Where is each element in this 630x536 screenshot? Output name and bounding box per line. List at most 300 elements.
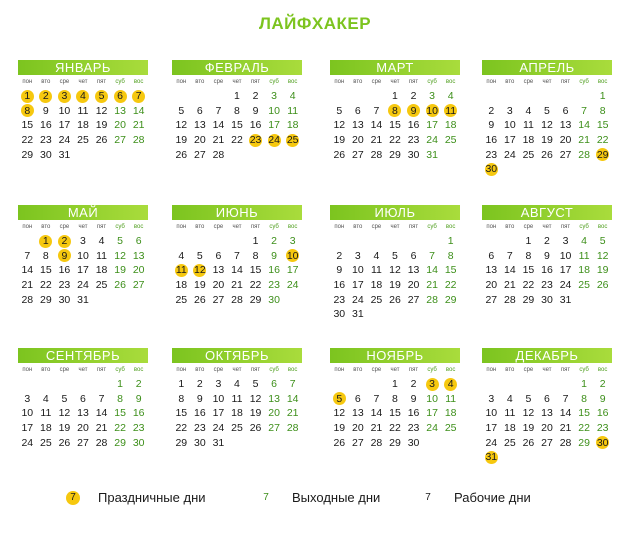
weekday-label: пон xyxy=(22,79,33,85)
day-cell: 22 xyxy=(249,279,262,292)
day-cell: 28 xyxy=(504,293,516,306)
day-cell: 8 xyxy=(18,104,37,119)
day-cell: 16 xyxy=(333,279,346,292)
day-cell: 10 xyxy=(426,392,438,405)
days-grid xyxy=(18,234,148,307)
day-cell: 11 xyxy=(96,249,107,262)
weekday-label: пон xyxy=(176,224,187,230)
day-cell: 22 xyxy=(175,422,188,435)
day-cell: 13 xyxy=(352,407,364,420)
day-cell: 8 xyxy=(117,392,124,405)
days-grid xyxy=(482,89,612,177)
day-cell: 25 xyxy=(444,422,457,435)
weekday-label: чет xyxy=(542,367,552,373)
day-cell: 13 xyxy=(485,264,498,277)
day-cell: 13 xyxy=(114,104,126,117)
day-cell: 18 xyxy=(77,119,89,132)
day-cell: 21 xyxy=(559,422,572,435)
day-cell: 19 xyxy=(175,134,188,147)
weekday-label: вос xyxy=(445,367,456,373)
weekday-label: пон xyxy=(334,224,345,230)
day-cell: 21 xyxy=(231,279,243,292)
weekday-label: пят xyxy=(96,224,107,230)
day-cell: 7 xyxy=(373,392,380,405)
day-cell: 31 xyxy=(212,436,225,449)
day-cell: 5 xyxy=(117,235,124,248)
weekday-label: суб xyxy=(579,224,589,230)
day-cell: 22 xyxy=(114,422,126,435)
weekday-label: вто xyxy=(41,367,51,373)
day-cell: 21 xyxy=(426,279,438,292)
day-cell: 16 xyxy=(485,134,498,147)
day-cell: 8 xyxy=(42,249,49,262)
day-cell: 3 xyxy=(215,378,222,391)
day-cell: 14 xyxy=(370,407,383,420)
day-cell: 12 xyxy=(333,407,346,420)
weekday-label: пон xyxy=(22,224,33,230)
day-cell: 15 xyxy=(522,264,535,277)
day-cell: 25 xyxy=(40,436,52,449)
weekday-row xyxy=(482,79,612,85)
month-4 xyxy=(482,60,612,177)
day-cell: 1 xyxy=(117,378,124,391)
day-cell: 16 xyxy=(132,407,145,420)
day-cell: 7 xyxy=(98,392,105,405)
weekday-label: пон xyxy=(486,224,497,230)
empty-day xyxy=(18,234,37,249)
day-cell: 27 xyxy=(485,293,498,306)
weekday-label: суб xyxy=(427,367,437,373)
day-cell: 26 xyxy=(175,148,188,161)
month-3 xyxy=(330,60,460,162)
weekday-label: пят xyxy=(408,79,419,85)
weekday-label: сре xyxy=(371,367,382,373)
day-cell: 15 xyxy=(444,264,457,277)
weekday-row xyxy=(330,367,460,373)
day-cell: 9 xyxy=(271,249,278,262)
weekday-label: чет xyxy=(232,224,242,230)
days-grid xyxy=(18,89,148,162)
day-cell: 28 xyxy=(231,293,243,306)
day-cell: 27 xyxy=(132,279,145,292)
day-cell: 24 xyxy=(268,134,280,147)
day-cell: 27 xyxy=(268,422,280,435)
days-grid xyxy=(172,89,302,162)
weekday-label: сре xyxy=(213,224,224,230)
day-cell: 23 xyxy=(407,422,420,435)
day-cell: 22 xyxy=(389,422,401,435)
weekday-label: суб xyxy=(269,79,279,85)
day-cell: 1 xyxy=(581,378,588,391)
day-cell: 19 xyxy=(95,119,108,132)
day-cell: 25 xyxy=(231,422,243,435)
empty-day xyxy=(172,89,191,104)
day-cell: 5 xyxy=(336,104,343,117)
day-cell: 31 xyxy=(426,148,438,161)
day-cell: 16 xyxy=(268,264,280,277)
day-cell: 13 xyxy=(559,119,572,132)
empty-day xyxy=(386,234,405,249)
day-cell: 26 xyxy=(389,293,401,306)
day-cell: 21 xyxy=(95,422,108,435)
weekday-row xyxy=(172,79,302,85)
empty-day xyxy=(191,89,210,104)
day-cell: 8 xyxy=(386,104,405,119)
weekday-label: пят xyxy=(408,367,419,373)
weekday-label: вто xyxy=(505,79,515,85)
day-cell: 20 xyxy=(114,119,126,132)
day-cell: 15 xyxy=(231,119,243,132)
day-cell: 27 xyxy=(352,436,364,449)
weekday-label: вто xyxy=(353,367,363,373)
day-cell: 3 xyxy=(24,392,31,405)
day-cell: 17 xyxy=(58,119,71,132)
day-cell: 10 xyxy=(286,249,299,262)
day-cell: 17 xyxy=(504,134,516,147)
day-cell: 7 xyxy=(215,104,222,117)
empty-day xyxy=(172,234,191,249)
day-cell: 14 xyxy=(231,264,243,277)
day-cell: 9 xyxy=(252,104,259,117)
weekday-label: вос xyxy=(597,224,608,230)
weekday-label: вто xyxy=(353,224,363,230)
day-cell: 26 xyxy=(333,148,346,161)
day-cell: 14 xyxy=(370,119,383,132)
days-grid xyxy=(330,89,460,162)
day-cell: 26 xyxy=(541,148,553,161)
empty-day xyxy=(538,377,557,392)
day-cell: 5 xyxy=(330,392,349,407)
day-cell: 11 xyxy=(578,249,590,262)
day-cell: 24 xyxy=(559,279,572,292)
day-cell: 16 xyxy=(249,119,262,132)
day-cell: 10 xyxy=(352,264,364,277)
day-cell: 3 xyxy=(506,104,513,117)
day-cell: 22 xyxy=(21,134,34,147)
day-cell: 3 xyxy=(423,377,442,392)
weekday-label: чет xyxy=(390,367,400,373)
empty-day xyxy=(482,377,501,392)
day-cell: 18 xyxy=(444,407,457,420)
day-cell: 10 xyxy=(559,249,572,262)
empty-day xyxy=(367,89,386,104)
day-cell: 2 xyxy=(37,89,56,104)
day-cell: 16 xyxy=(596,407,609,420)
day-cell: 20 xyxy=(352,422,364,435)
day-cell: 4 xyxy=(581,235,588,248)
day-cell: 28 xyxy=(212,148,225,161)
weekday-label: вос xyxy=(133,79,144,85)
day-cell: 23 xyxy=(333,293,346,306)
day-cell: 20 xyxy=(132,264,145,277)
day-cell: 2 xyxy=(488,104,495,117)
legend-item-workday xyxy=(420,490,531,505)
weekday-row xyxy=(18,224,148,230)
day-cell: 29 xyxy=(175,436,188,449)
weekday-label: чет xyxy=(542,79,552,85)
day-cell: 5 xyxy=(544,104,550,117)
day-cell: 27 xyxy=(77,436,89,449)
day-cell: 21 xyxy=(578,134,590,147)
day-cell: 26 xyxy=(522,436,535,449)
weekday-label: вос xyxy=(133,224,144,230)
day-cell: 20 xyxy=(352,134,364,147)
day-cell: 7 xyxy=(506,249,513,262)
day-cell: 5 xyxy=(61,392,68,405)
day-cell: 24 xyxy=(504,148,516,161)
day-cell: 30 xyxy=(596,436,609,449)
weekday-label: вос xyxy=(597,367,608,373)
day-cell: 8 xyxy=(447,249,454,262)
day-cell: 16 xyxy=(541,264,553,277)
day-cell: 9 xyxy=(599,392,606,405)
day-cell: 13 xyxy=(132,249,145,262)
day-cell: 22 xyxy=(444,279,457,292)
weekday-label: вто xyxy=(505,367,515,373)
day-cell: 27 xyxy=(352,148,364,161)
day-cell: 19 xyxy=(596,264,609,277)
day-cell: 14 xyxy=(286,392,299,405)
weekday-label: сре xyxy=(371,79,382,85)
day-cell: 19 xyxy=(333,422,346,435)
day-cell: 24 xyxy=(286,279,299,292)
day-cell: 19 xyxy=(389,279,401,292)
empty-day xyxy=(349,89,368,104)
day-cell: 9 xyxy=(55,249,74,264)
weekday-label: вто xyxy=(353,79,363,85)
weekday-label: суб xyxy=(115,367,125,373)
empty-day xyxy=(482,89,501,104)
day-cell: 1 xyxy=(178,378,185,391)
day-cell: 9 xyxy=(42,104,49,117)
day-cell: 12 xyxy=(114,249,126,262)
empty-day xyxy=(37,377,56,392)
weekday-row xyxy=(482,367,612,373)
empty-day xyxy=(501,89,520,104)
day-cell: 28 xyxy=(426,293,438,306)
day-cell: 14 xyxy=(578,119,590,132)
weekday-label: пон xyxy=(22,367,33,373)
month-header: ИЮНЬ xyxy=(172,205,302,220)
day-cell: 24 xyxy=(21,436,34,449)
day-cell: 25 xyxy=(95,279,108,292)
weekday-label: пон xyxy=(176,79,187,85)
month-1 xyxy=(18,60,148,162)
weekday-label: вто xyxy=(505,224,515,230)
day-cell: 2 xyxy=(55,234,74,249)
month-header: ЯНВАРЬ xyxy=(18,60,148,75)
day-cell: 2 xyxy=(252,90,259,103)
weekday-label: пон xyxy=(486,367,497,373)
day-cell: 12 xyxy=(249,392,262,405)
day-cell: 2 xyxy=(544,235,550,248)
day-cell: 26 xyxy=(58,436,71,449)
day-cell: 28 xyxy=(21,293,34,306)
day-cell: 30 xyxy=(407,148,420,161)
weekday-label: пон xyxy=(334,367,345,373)
calendar-title: ЛАЙФХАКЕР xyxy=(258,14,372,33)
day-cell: 18 xyxy=(286,119,299,132)
day-cell: 1 xyxy=(37,234,56,249)
day-cell: 15 xyxy=(389,407,401,420)
month-header: ДЕКАБРЬ xyxy=(482,348,612,363)
empty-day xyxy=(209,234,228,249)
day-cell: 17 xyxy=(485,422,498,435)
day-cell: 24 xyxy=(212,422,225,435)
day-cell: 15 xyxy=(596,119,609,132)
day-cell: 10 xyxy=(426,104,438,117)
days-grid xyxy=(330,377,460,450)
legend xyxy=(0,490,630,510)
weekday-label: сре xyxy=(59,367,70,373)
day-cell: 2 xyxy=(599,378,606,391)
day-cell: 3 xyxy=(562,235,569,248)
day-cell: 17 xyxy=(21,422,34,435)
day-cell: 27 xyxy=(559,148,572,161)
day-cell: 22 xyxy=(596,134,609,147)
day-cell: 13 xyxy=(77,407,89,420)
day-cell: 6 xyxy=(354,392,361,405)
day-cell: 3 xyxy=(271,90,278,103)
day-cell: 1 xyxy=(392,378,398,391)
empty-day xyxy=(18,377,37,392)
day-cell: 6 xyxy=(410,249,417,262)
empty-day xyxy=(191,234,210,249)
weekday-label: пят xyxy=(96,79,107,85)
day-cell: 25 xyxy=(77,134,89,147)
month-header: ФЕВРАЛЬ xyxy=(172,60,302,75)
weekday-label: вос xyxy=(597,79,608,85)
day-cell: 7 xyxy=(234,249,240,262)
day-cell: 30 xyxy=(40,148,52,161)
day-cell: 1 xyxy=(234,90,240,103)
day-cell: 12 xyxy=(541,119,553,132)
day-cell: 8 xyxy=(252,249,259,262)
weekday-label: вто xyxy=(195,224,205,230)
day-cell: 18 xyxy=(504,422,516,435)
day-cell: 29 xyxy=(522,293,535,306)
day-cell: 30 xyxy=(58,293,71,306)
day-cell: 11 xyxy=(445,392,457,405)
month-header: АВГУСТ xyxy=(482,205,612,220)
day-cell: 4 xyxy=(506,392,513,405)
weekday-label: сре xyxy=(59,79,70,85)
day-cell: 10 xyxy=(485,407,498,420)
empty-day xyxy=(330,234,349,249)
day-cell: 15 xyxy=(175,407,188,420)
weekday-label: вос xyxy=(287,79,298,85)
day-cell: 24 xyxy=(77,279,89,292)
day-cell: 23 xyxy=(407,134,420,147)
weekday-label: пон xyxy=(176,367,187,373)
empty-day xyxy=(501,234,520,249)
day-cell: 22 xyxy=(522,279,535,292)
day-cell: 25 xyxy=(578,279,590,292)
weekday-label: пят xyxy=(560,367,571,373)
day-cell: 13 xyxy=(541,407,553,420)
day-cell: 14 xyxy=(95,407,108,420)
day-cell: 13 xyxy=(407,264,420,277)
weekday-label: вос xyxy=(287,367,298,373)
day-cell: 26 xyxy=(596,279,609,292)
weekday-label: суб xyxy=(579,79,589,85)
empty-day xyxy=(209,89,228,104)
day-cell: 12 xyxy=(175,119,188,132)
day-cell: 7 xyxy=(289,378,296,391)
legend-label: Выходные дни xyxy=(292,490,381,505)
weekday-label: пят xyxy=(96,367,107,373)
empty-day xyxy=(330,377,349,392)
day-cell: 28 xyxy=(132,134,145,147)
day-cell: 26 xyxy=(114,279,126,292)
days-grid xyxy=(482,234,612,307)
day-cell: 23 xyxy=(58,279,71,292)
month-5 xyxy=(18,205,148,307)
month-7 xyxy=(330,205,460,322)
day-cell: 6 xyxy=(135,235,142,248)
weekday-label: пят xyxy=(560,79,571,85)
day-cell: 21 xyxy=(370,134,383,147)
day-cell: 7 xyxy=(562,392,569,405)
empty-day xyxy=(501,377,520,392)
day-cell: 21 xyxy=(212,134,225,147)
day-cell: 7 xyxy=(129,89,148,104)
weekday-label: вос xyxy=(445,79,456,85)
day-cell: 12 xyxy=(522,407,535,420)
day-cell: 13 xyxy=(268,392,280,405)
legend-label: Рабочие дни xyxy=(454,490,531,505)
day-cell: 3 xyxy=(80,235,86,248)
day-cell: 10 xyxy=(21,407,34,420)
day-cell: 25 xyxy=(175,293,188,306)
weekday-label: пят xyxy=(250,79,261,85)
day-cell: 27 xyxy=(212,293,225,306)
day-cell: 4 xyxy=(289,90,296,103)
empty-day xyxy=(55,377,74,392)
day-cell: 9 xyxy=(488,119,495,132)
day-cell: 15 xyxy=(21,119,34,132)
day-cell: 24 xyxy=(352,293,364,306)
day-cell: 17 xyxy=(268,119,280,132)
empty-day xyxy=(519,89,538,104)
weekday-label: сре xyxy=(213,367,224,373)
day-cell: 4 xyxy=(525,104,532,117)
day-cell: 11 xyxy=(40,407,52,420)
month-header: ОКТЯБРЬ xyxy=(172,348,302,363)
day-cell: 29 xyxy=(21,148,34,161)
day-cell: 26 xyxy=(194,293,206,306)
day-cell: 30 xyxy=(194,436,206,449)
day-cell: 5 xyxy=(252,378,259,391)
day-cell: 11 xyxy=(445,104,457,117)
day-cell: 11 xyxy=(370,264,382,277)
month-8 xyxy=(482,205,612,307)
days-grid xyxy=(330,234,460,322)
day-cell: 8 xyxy=(178,392,185,405)
day-cell: 11 xyxy=(77,104,89,117)
day-cell: 3 xyxy=(289,235,296,248)
month-9 xyxy=(18,348,148,450)
day-cell: 16 xyxy=(407,119,420,132)
day-cell: 17 xyxy=(426,119,438,132)
legend-item-holiday xyxy=(66,490,206,505)
day-cell: 22 xyxy=(578,422,590,435)
day-cell: 10 xyxy=(77,249,89,262)
day-cell: 23 xyxy=(596,422,609,435)
day-cell: 28 xyxy=(370,436,383,449)
day-cell: 15 xyxy=(249,264,262,277)
day-cell: 7 xyxy=(429,249,436,262)
